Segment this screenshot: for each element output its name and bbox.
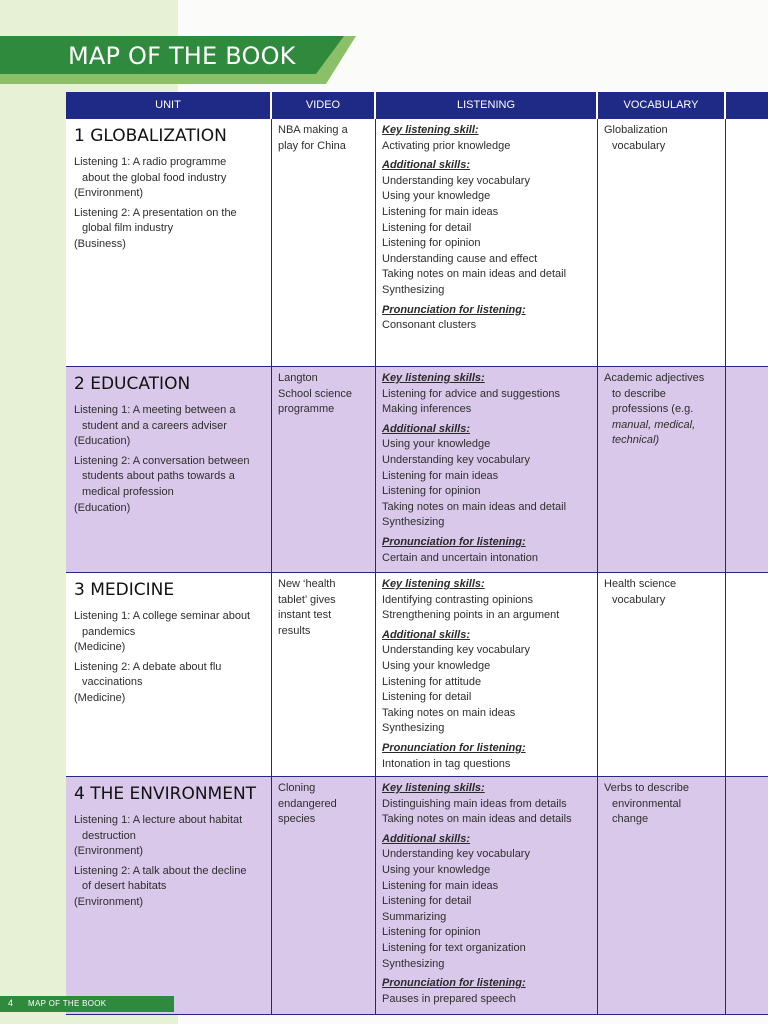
vocabulary-line: professions (e.g. — [612, 403, 694, 416]
vocabulary-cell — [598, 777, 726, 1014]
skill-item: Listening for main ideas — [382, 879, 499, 892]
listening-category: (Medicine) — [74, 641, 126, 654]
skill-item: Synthesizing — [382, 722, 445, 735]
pronunciation-heading: Pronunciation for listening: — [382, 535, 526, 548]
video-line: results — [278, 624, 311, 637]
skill-item: Using your knowledge — [382, 863, 491, 876]
listening-cell — [376, 777, 598, 1014]
listening-line: destruction — [82, 829, 136, 842]
skill-item: Pauses in prepared speech — [382, 992, 516, 1005]
listening-description — [74, 206, 263, 253]
pronunciation-heading: Pronunciation for listening: — [382, 741, 526, 754]
skill-item: Listening for detail — [382, 895, 472, 908]
vocabulary-line: environmental — [612, 797, 682, 810]
skill-item: Understanding cause and effect — [382, 252, 538, 265]
listening-line: of desert habitats — [82, 880, 167, 893]
listening-description — [74, 660, 263, 707]
unit-title: 4 THE ENVIRONMENT — [74, 784, 257, 804]
skill-item: Using your knowledge — [382, 438, 491, 451]
skill-item: Making inferences — [382, 403, 472, 416]
listening-category: (Medicine) — [74, 691, 126, 704]
extra-column-cell — [726, 367, 768, 572]
skill-item: Synthesizing — [382, 516, 445, 529]
listening-line: Listening 1: A college seminar about — [74, 610, 251, 622]
skill-item: Taking notes on main ideas and details — [382, 813, 572, 826]
skill-item: Synthesizing — [382, 957, 445, 970]
header-vocabulary: VOCABULARY — [598, 92, 726, 119]
skill-item: Distinguishing main ideas from details — [382, 797, 567, 810]
vocabulary-line: Globalization — [604, 124, 668, 136]
listening-description — [74, 813, 263, 860]
extra-column-cell — [726, 777, 768, 1014]
key-skill-heading: Key listening skill: — [382, 124, 479, 136]
skill-item: Understanding key vocabulary — [382, 644, 530, 657]
vocabulary-line: Health science — [604, 578, 677, 590]
video-line: endangered — [278, 797, 337, 810]
map-table — [66, 92, 768, 1015]
skill-item: Intonation in tag questions — [382, 757, 511, 770]
vocabulary-line: manual, medical, — [612, 418, 696, 431]
listening-line: Listening 1: A lecture about habitat — [74, 814, 243, 826]
additional-skills-heading: Additional skills: — [382, 159, 471, 172]
listening-description — [74, 864, 263, 911]
unit-row — [66, 777, 768, 1015]
unit-title: 2 EDUCATION — [74, 374, 191, 394]
header-unit: UNIT — [66, 92, 272, 119]
listening-cell — [376, 119, 598, 366]
skill-item: Listening for text organization — [382, 941, 526, 954]
video-line: Langton — [278, 372, 318, 384]
header-listening: LISTENING — [376, 92, 598, 119]
unit-cell — [66, 777, 272, 1014]
video-line: School science — [278, 387, 352, 400]
extra-column-cell — [726, 573, 768, 776]
skill-item: Listening for main ideas — [382, 469, 499, 482]
listening-description — [74, 454, 263, 516]
listening-line: Listening 2: A conversation between — [74, 454, 250, 467]
skill-item: Listening for advice and suggestions — [382, 387, 560, 400]
vocabulary-line: Academic adjectives — [604, 372, 705, 384]
vocabulary-line: change — [612, 813, 649, 826]
listening-description — [74, 403, 263, 450]
skill-item: Understanding key vocabulary — [382, 848, 530, 861]
vocabulary-line: technical) — [612, 434, 660, 447]
video-line: species — [278, 813, 316, 826]
header-extra — [726, 92, 768, 119]
video-cell — [272, 367, 376, 572]
video-line: play for China — [278, 139, 346, 152]
skill-item: Understanding key vocabulary — [382, 453, 530, 466]
listening-category: (Environment) — [74, 187, 144, 200]
listening-line: pandemics — [82, 625, 136, 638]
listening-line: Listening 1: A radio programme — [74, 156, 227, 168]
pronunciation-heading: Pronunciation for listening: — [382, 977, 526, 990]
unit-row — [66, 367, 768, 573]
listening-line: global film industry — [82, 222, 174, 235]
skill-item: Understanding key vocabulary — [382, 174, 530, 187]
vocabulary-cell — [598, 367, 726, 572]
skill-item: Taking notes on main ideas and detail — [382, 500, 567, 513]
video-line: instant test — [278, 609, 332, 622]
skill-item: Identifying contrasting opinions — [382, 593, 534, 606]
additional-skills-heading: Additional skills: — [382, 422, 471, 435]
listening-line: vaccinations — [82, 676, 143, 689]
listening-category: (Environment) — [74, 845, 144, 858]
video-line: New ‘health — [278, 578, 336, 590]
video-cell — [272, 573, 376, 776]
listening-description — [74, 155, 263, 202]
listening-description — [74, 609, 263, 656]
skill-item: Listening for opinion — [382, 237, 481, 250]
vocabulary-line: to describe — [612, 387, 666, 400]
unit-row — [66, 119, 768, 367]
vocabulary-line: vocabulary — [612, 593, 666, 606]
skill-item: Using your knowledge — [382, 190, 491, 203]
unit-title: 1 GLOBALIZATION — [74, 126, 227, 146]
skill-item: Strengthening points in an argument — [382, 609, 560, 622]
unit-cell — [66, 573, 272, 776]
vocabulary-cell — [598, 119, 726, 366]
video-cell — [272, 119, 376, 366]
footer-label: MAP OF THE BOOK — [28, 999, 107, 1008]
listening-line: Listening 2: A presentation on the — [74, 206, 237, 219]
unit-row — [66, 573, 768, 777]
vocabulary-line: vocabulary — [612, 139, 666, 152]
skill-item: Taking notes on main ideas — [382, 706, 516, 719]
skill-item: Taking notes on main ideas and detail — [382, 268, 567, 281]
video-line: NBA making a — [278, 124, 348, 136]
video-line: tablet’ gives — [278, 593, 336, 606]
header-video: VIDEO — [272, 92, 376, 119]
pronunciation-heading: Pronunciation for listening: — [382, 303, 526, 316]
footer-page-number: 4 — [8, 998, 14, 1008]
listening-line: medical profession — [82, 485, 174, 498]
key-skill-heading: Key listening skills: — [382, 578, 485, 590]
unit-cell — [66, 119, 272, 366]
listening-category: (Education) — [74, 501, 131, 514]
page-title: MAP OF THE BOOK — [68, 42, 296, 70]
skill-item: Listening for detail — [382, 221, 472, 234]
listening-line: students about paths towards a — [82, 470, 235, 483]
extra-column-cell — [726, 119, 768, 366]
video-cell — [272, 777, 376, 1014]
table-header — [66, 92, 768, 119]
skill-item: Activating prior knowledge — [382, 139, 511, 152]
additional-skills-heading: Additional skills: — [382, 832, 471, 845]
key-skill-heading: Key listening skills: — [382, 372, 485, 384]
additional-skills-heading: Additional skills: — [382, 628, 471, 641]
skill-item: Listening for opinion — [382, 926, 481, 939]
listening-cell — [376, 367, 598, 572]
key-skill-heading: Key listening skills: — [382, 782, 485, 794]
listening-category: (Environment) — [74, 895, 144, 908]
listening-line: about the global food industry — [82, 171, 227, 184]
unit-cell — [66, 367, 272, 572]
unit-title: 3 MEDICINE — [74, 580, 175, 600]
skill-item: Listening for attitude — [382, 675, 482, 688]
listening-cell — [376, 573, 598, 776]
skill-item: Certain and uncertain intonation — [382, 551, 538, 564]
vocabulary-cell — [598, 573, 726, 776]
video-line: programme — [278, 403, 335, 416]
skill-item: Synthesizing — [382, 283, 445, 296]
listening-line: student and a careers adviser — [82, 419, 227, 432]
listening-category: (Education) — [74, 435, 131, 448]
vocabulary-line: Verbs to describe — [604, 782, 689, 794]
skill-item: Listening for opinion — [382, 485, 481, 498]
video-line: Cloning — [278, 782, 316, 794]
listening-line: Listening 2: A talk about the decline — [74, 864, 247, 877]
skill-item: Listening for main ideas — [382, 205, 499, 218]
skill-item: Consonant clusters — [382, 319, 477, 332]
listening-category: (Business) — [74, 237, 126, 250]
listening-line: Listening 1: A meeting between a — [74, 404, 236, 416]
skill-item: Listening for detail — [382, 691, 472, 704]
skill-item: Summarizing — [382, 910, 447, 923]
listening-line: Listening 2: A debate about flu — [74, 660, 222, 673]
skill-item: Using your knowledge — [382, 659, 491, 672]
